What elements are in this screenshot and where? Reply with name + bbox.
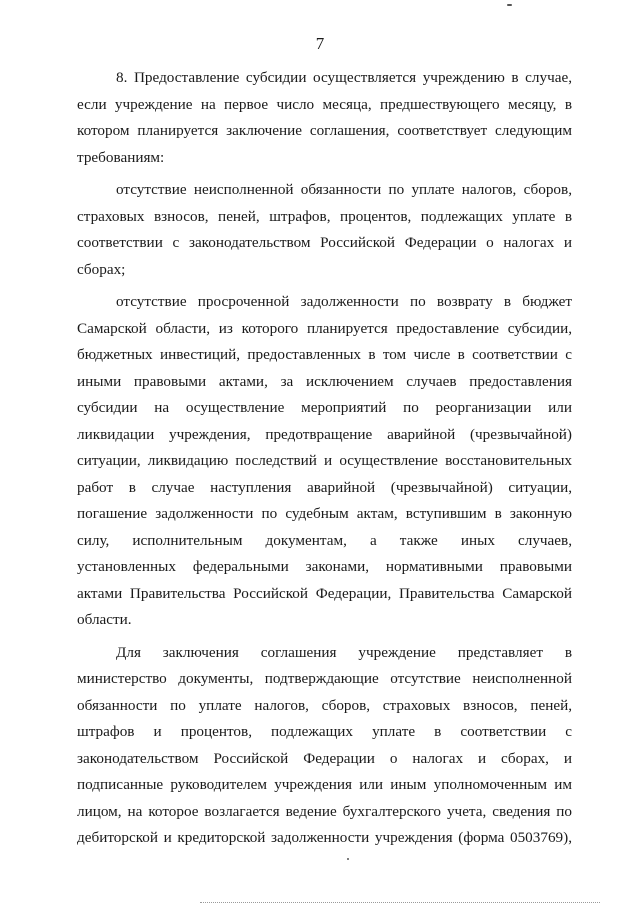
text-line: соответствии с законодательством Российской Федерации о налогах и bbox=[77, 234, 572, 251]
text-line: требованиям: bbox=[77, 148, 165, 166]
text-line: актами Правительства Российской Федерации, Правительства Самарской bbox=[77, 584, 572, 602]
text-line: подписанные руководителем учреждения или иным уполномоченным им bbox=[77, 776, 572, 793]
text-line: бюджетных инвестиций, предоставленных в том числе в соответствии с bbox=[77, 346, 572, 363]
document-body bbox=[77, 65, 572, 852]
text-line: если учреждение на первое число месяца, предшествующего месяцу, в bbox=[77, 95, 572, 113]
text-line: министерство документы, подтверждающие отсутствие неисполненной bbox=[77, 670, 572, 687]
text-line: субсидии на осуществление мероприятий по реорганизации или bbox=[77, 399, 572, 416]
text-line: обязанности по уплате налогов, сборов, страховых взносов, пеней, bbox=[77, 696, 572, 714]
scan-speck bbox=[347, 858, 349, 860]
text-line: установленных федеральными законами, нормативными правовыми bbox=[77, 558, 572, 575]
paragraph-tax-requirement bbox=[77, 177, 572, 283]
paragraph-8 bbox=[77, 65, 572, 171]
text-line: отсутствие просроченной задолженности по возврату в бюджет bbox=[116, 293, 572, 310]
paragraph-debt-requirement bbox=[77, 289, 572, 634]
text-line: дебиторской и кредиторской задолженности учреждения (форма 0503769), bbox=[77, 829, 572, 846]
text-line: сборах; bbox=[77, 260, 126, 278]
text-line: ликвидации учреждения, предотвращение аварийной (чрезвычайной) bbox=[77, 425, 572, 443]
text-line: погашение задолженности по судебным актам, вступившим в законную bbox=[77, 505, 572, 522]
text-line: штрафов и процентов, подлежащих уплате в соответствии с bbox=[77, 723, 572, 740]
text-line: области. bbox=[77, 611, 132, 628]
page-number: 7 bbox=[315, 34, 325, 53]
text-line: котором планируется заключение соглашения, соответствует следующим bbox=[77, 122, 572, 139]
text-line: силу, исполнительным документам, а также иных случаев, bbox=[77, 531, 572, 549]
text-line: 8. Предоставление субсидии осуществляется учреждению в случае, bbox=[116, 69, 572, 86]
text-line: ситуации, ликвидацию последствий и осуществление восстановительных bbox=[77, 452, 572, 469]
scan-speck bbox=[507, 4, 512, 6]
text-line: лицом, на которое возлагается ведение бухгалтерского учета, сведения по bbox=[77, 802, 572, 820]
text-line: законодательством Российской Федерации о налогах и сборах, и bbox=[77, 749, 572, 767]
scan-edge-line bbox=[200, 902, 600, 904]
text-line: отсутствие неисполненной обязанности по уплате налогов, сборов, bbox=[116, 181, 572, 198]
text-line: иными правовыми актами, за исключением случаев предоставления bbox=[77, 372, 572, 390]
paragraph-documents bbox=[77, 640, 572, 852]
text-line: Для заключения соглашения учреждение представляет в bbox=[116, 643, 572, 661]
text-line: страховых взносов, пеней, штрафов, процентов, подлежащих уплате в bbox=[77, 207, 572, 225]
text-line: работ в случае наступления аварийной (чрезвычайной) ситуации, bbox=[77, 478, 572, 496]
text-line: Самарской области, из которого планируется предоставление субсидии, bbox=[77, 319, 572, 337]
